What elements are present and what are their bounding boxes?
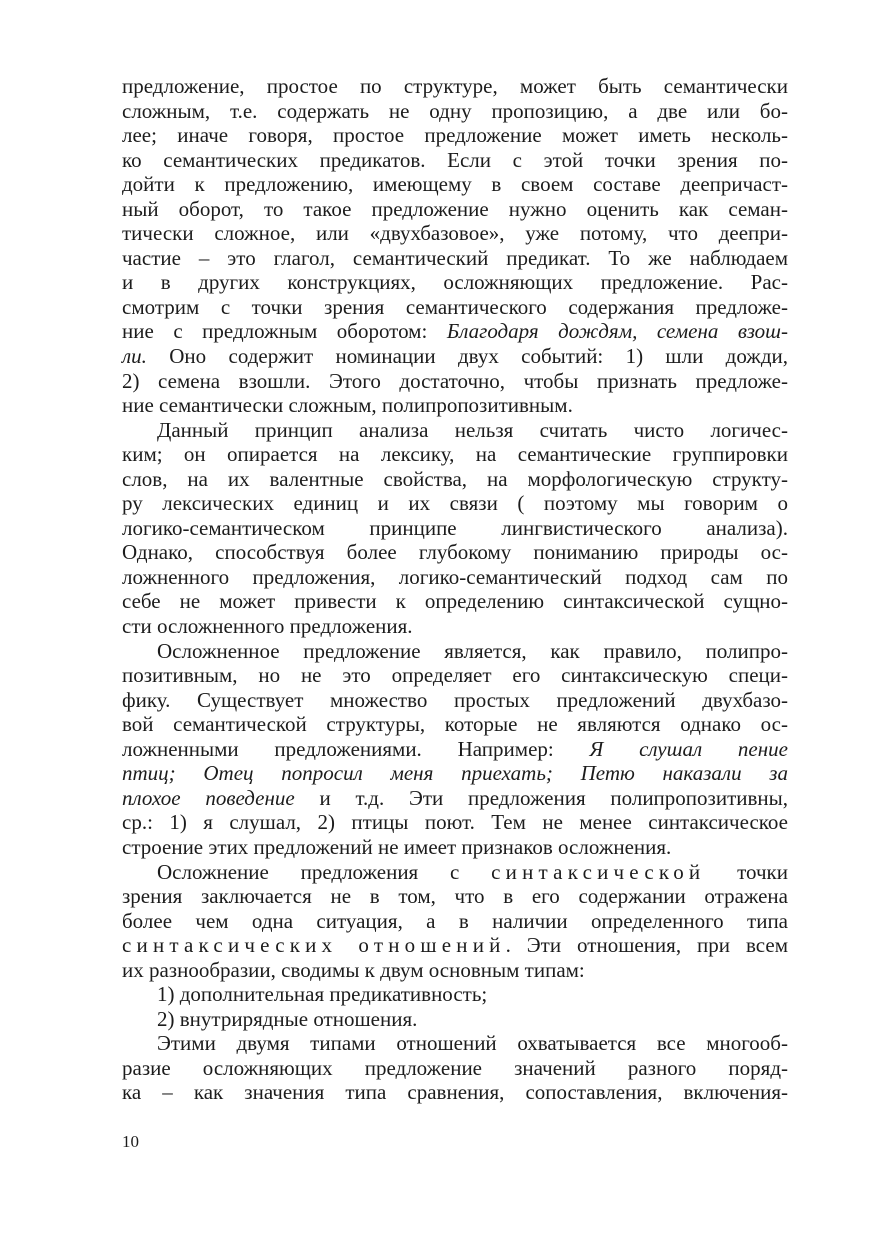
text-line: 1) дополнительная предикативность;: [157, 982, 488, 1007]
example-italic: Благодаря дождям, семена взош-: [446, 319, 788, 344]
text-line: Осложненное предложение является, как правило, полипро-: [157, 638, 788, 663]
text-line: более чем одна ситуация, а в наличии определенного типа: [122, 908, 788, 933]
text-line: дойти к предложению, имеющему в своем составе деепричаст-: [122, 172, 788, 197]
paragraph-3: [122, 639, 788, 860]
text-line: слов, на их валентные свойства, на морфологическую структу-: [122, 466, 788, 491]
text-line: фику. Существует множество простых предложений двухбазо-: [122, 687, 788, 712]
text-line: Данный принцип анализа нельзя считать чисто логичес-: [157, 417, 788, 442]
text-line: 2) семена взошли. Этого достаточно, чтобы признать предложе-: [122, 368, 788, 393]
page-number: 10: [122, 1132, 139, 1151]
paragraph-5: [122, 1031, 788, 1105]
paragraph-1: [122, 74, 788, 418]
text-line: их разнообразии, сводимы к двум основным типам:: [122, 957, 585, 982]
example-italic: ли.: [122, 344, 147, 369]
text-line: 2) внутрирядные отношения.: [157, 1006, 418, 1031]
text-line: сти осложненного предложения.: [122, 614, 413, 639]
text-line: ли. Оно содержит номинации двух событий: 1) шли дожди,: [122, 344, 788, 369]
text-line: себе не может привести к определению синтаксической сущно-: [122, 589, 788, 614]
spaced-emphasis: синтаксических отношений: [122, 933, 506, 958]
text-line: Осложнение предложения с синтаксической точки: [157, 859, 788, 884]
text-line: плохое поведение и т.д. Эти предложения полипропозитивны,: [122, 785, 788, 810]
text-line: сложным, т.е. содержать не одну пропозицию, а две или бо-: [122, 98, 788, 123]
example-italic: птиц; Отец попросил меня приехать; Петю наказали за: [122, 761, 788, 786]
text-line: ка – как значения типа сравнения, сопоставления, включения-: [122, 1080, 788, 1105]
text-line: вой семантической структуры, которые не являются однако ос-: [122, 712, 788, 737]
text-line: ние с предложным оборотом: Благодаря дождям, семена взош-: [122, 319, 788, 344]
text-line: позитивным, но не это определяет его синтаксическую специ-: [122, 663, 788, 688]
text-line: частие – это глагол, семантический предикат. То же наблюдаем: [122, 245, 788, 270]
text-line: смотрим с точки зрения семантического содержания предложе-: [122, 294, 788, 319]
example-italic: Я слушал пение: [589, 736, 788, 761]
text-line: синтаксических отношений. Эти отношения, при всем: [122, 933, 788, 958]
text-line: ко семантических предикатов. Если с этой точки зрения по-: [122, 147, 788, 172]
text-line: логико-семантическом принципе лингвистического анализа).: [122, 515, 788, 540]
text-line: предложение, простое по структуре, может быть семантически: [122, 74, 788, 98]
text-line: тически сложное, или «двухбазовое», уже потому, что деепри-: [122, 221, 788, 246]
text-line: ру лексических единиц и их связи ( поэтому мы говорим о: [122, 491, 788, 516]
text-line: Однако, способствуя более глубокому пониманию природы ос-: [122, 540, 788, 565]
example-italic: плохое поведение: [122, 785, 295, 810]
text-line: ный оборот, то такое предложение нужно оценить как семан-: [122, 196, 788, 221]
text-line: лее; иначе говоря, простое предложение может иметь несколь-: [122, 123, 788, 148]
text-line: и в других конструкциях, осложняющих предложение. Рас-: [122, 270, 788, 295]
text-line: ложненными предложениями. Например: Я слушал пение: [122, 736, 788, 761]
list-item: [122, 982, 788, 1007]
paragraph-4: [122, 860, 788, 983]
page-body: [122, 74, 788, 1105]
text-line: зрения заключается не в том, что в его содержании отражена: [122, 884, 788, 909]
paragraph-2: [122, 418, 788, 639]
text-line: строение этих предложений не имеет признаков осложнения.: [122, 834, 672, 859]
text-line: ние семантически сложным, полипропозитивным.: [122, 393, 573, 418]
text-line: Этими двумя типами отношений охватывается все многооб-: [157, 1031, 788, 1056]
text-line: разие осложняющих предложение значений разного поряд-: [122, 1055, 788, 1080]
text-line: ким; он опирается на лексику, на семантические группировки: [122, 442, 788, 467]
text-line: [122, 761, 788, 786]
list-item: [122, 1007, 788, 1032]
text-line: ср.: 1) я слушал, 2) птицы поют. Тем не менее синтаксическое: [122, 810, 788, 835]
spaced-emphasis: синтаксической: [491, 859, 706, 884]
text-line: ложненного предложения, логико-семантический подход сам по: [122, 564, 788, 589]
